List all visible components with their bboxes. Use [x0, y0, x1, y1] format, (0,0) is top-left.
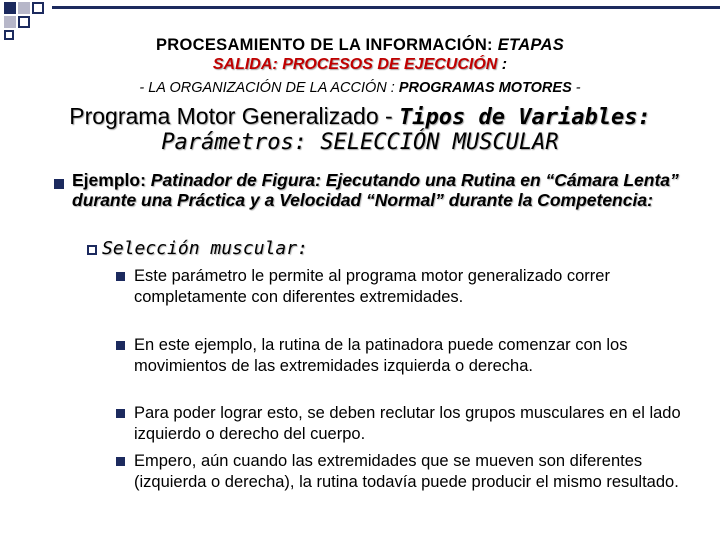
point-text: Este parámetro le permite al programa motor generalizado correr completamente con diferentes extremidades.	[134, 267, 610, 306]
point-item	[116, 335, 686, 376]
square-bullet-icon	[54, 179, 64, 189]
heading-line-1-text: PROCESAMIENTO DE LA INFORMACIÓN:	[155, 36, 498, 54]
slide-subtitle: Parámetros: SELECCIÓN MUSCULAR	[161, 130, 559, 155]
top-divider-line	[52, 6, 720, 9]
heading-line-3	[0, 80, 720, 96]
heading-line-3-text: - LA ORGANIZACIÓN DE LA ACCIÓN :	[139, 80, 399, 96]
slide-title-text: Programa Motor Generalizado -	[69, 103, 400, 129]
subheading-item	[87, 238, 308, 259]
point-text: Para poder lograr esto, se deben reclutar los grupos musculares en el lado izquierdo o derecho del cuerpo.	[134, 404, 681, 443]
heading-line-3-emph: PROGRAMAS MOTORES	[398, 80, 572, 96]
heading-line-1	[0, 36, 720, 55]
heading-line-1-italic: ETAPAS	[497, 36, 565, 54]
point-item	[116, 403, 686, 444]
square-bullet-icon	[116, 409, 125, 418]
point-item	[116, 266, 686, 307]
square-bullet-icon	[116, 341, 125, 350]
heading-line-2	[0, 56, 720, 74]
heading-line-3-suffix: -	[571, 80, 581, 96]
example-label: Ejemplo:	[72, 170, 151, 190]
point-text: En este ejemplo, la rutina de la patinadora puede comenzar con los movimientos de las extremidades izquierda o derecha.	[134, 336, 628, 375]
example-description: Patinador de Figura: Ejecutando una Rutina en “Cámara Lenta” durante una Práctica y a Velocidad “Normal” durante la Competencia:	[72, 170, 679, 210]
corner-decoration	[0, 0, 60, 40]
hollow-square-bullet-icon	[87, 245, 97, 255]
square-bullet-icon	[116, 457, 125, 466]
example-bullet	[54, 170, 694, 210]
square-bullet-icon	[116, 272, 125, 281]
point-text: Empero, aún cuando las extremidades que se mueven son diferentes (izquierda o derecha), la rutina todavía puede producir el mismo resultado.	[134, 452, 679, 491]
example-text	[72, 170, 694, 210]
slide-title	[0, 103, 720, 130]
heading-line-2-suffix: :	[497, 56, 508, 73]
point-item	[116, 451, 686, 492]
slide-title-italic: Tipos de Variables:	[399, 105, 651, 130]
subheading-text: Selección muscular:	[102, 238, 308, 259]
heading-line-2-red: SALIDA: PROCESOS DE EJECUCIÓN	[212, 56, 498, 73]
